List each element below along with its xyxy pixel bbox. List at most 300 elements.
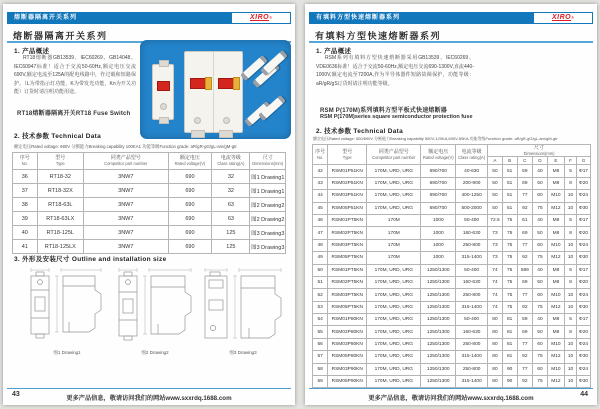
column-header: 同类产品型号 Competitor part number [367,145,421,165]
table-cell: 8 [565,276,577,288]
table-cell: 74 [488,289,503,301]
table-cell: 1250/1300 [421,376,456,388]
table-cell: M12 [547,202,564,214]
table-cell: 1250/1300 [421,289,456,301]
table-cell: M10 [547,363,564,375]
table-cell: 125 [212,240,250,254]
table-cell: 92 [517,351,533,363]
table-cell: 38 [13,198,38,212]
table-row [313,190,591,202]
table-cell: RT18-125L [37,226,83,240]
table-cell: M8 [547,314,564,326]
table-cell: RT18-63L [37,198,83,212]
table-cell: 3NW7 [83,240,168,254]
table-cell: 74 [488,301,503,313]
table-cell: RSM02P51KN [328,177,367,189]
fuse-holder-two-pole [184,51,243,133]
table-cell: 3NW7 [83,184,168,198]
dimension-subcolumn-header: E [547,157,564,165]
table-cell: 50 [533,326,548,338]
table-cell: 56 [313,338,328,350]
table-row [313,363,591,375]
dimension-subcolumn-header: G [577,157,591,165]
table-cell: 46 [313,214,328,226]
table-cell: 315-1400 [456,376,488,388]
table-cell: 51 [502,165,517,177]
table-cell: 77 [517,289,533,301]
table-cell: Φ17 [577,314,591,326]
page-number: 44 [580,391,588,398]
drawing-label: 图2 Drawing2 [141,350,169,355]
table-cell: 1250/1300 [421,351,456,363]
table-cell: 400-1250 [456,190,488,202]
table-cell: M8 [547,264,564,276]
table-cell: 170M, URD, URG [367,326,421,338]
page-number: 43 [12,391,20,398]
table-row [313,314,591,326]
table-cell: 60 [533,239,548,251]
registered-mark-icon: ® [571,15,575,20]
table-cell: 8 [565,227,577,239]
catalog-page-right [305,4,597,405]
table-cell: RSM01PT5KN [328,214,367,226]
table-cell: 90 [502,376,517,388]
registered-mark-icon: ® [269,15,273,20]
table-cell: RSM05PT5KN [328,301,367,313]
table-cell: 1000 [421,227,456,239]
table-cell: 75 [502,289,517,301]
table-cell: 1250/1300 [421,301,456,313]
table-cell: 61 [517,214,533,226]
table-cell: RSM02PT5KN [328,276,367,288]
title-divider [309,41,593,43]
outline-drawings [25,266,285,366]
table-row [313,276,591,288]
table-cell: 75 [533,376,548,388]
table-cell: Φ20 [577,227,591,239]
table-cell: Φ30 [577,202,591,214]
table-cell: 50 [313,264,328,276]
table-cell: Φ24 [577,190,591,202]
table-cell: 1250/1300 [421,338,456,350]
table-cell: 170M, URD, URG [367,165,421,177]
table-cell: M10 [547,289,564,301]
table-cell: 170M, URD, URG [367,376,421,388]
column-header-dimensions: 尺寸 Dimensions(mm) [488,145,591,157]
mounting-tab [219,130,233,138]
table-cell: Φ30 [577,252,591,264]
table-cell: 49 [313,252,328,264]
column-header: 型号 Type [37,153,83,170]
product-subtitle: RT18熔断器隔离开关RT18 Fuse Switch [17,111,131,117]
table-cell: 170M [367,239,421,251]
footer-website-text: 更多产品信息，敬请访问我们的网站www.sxxrdq.1688.com [368,395,534,402]
table-cell: 10 [565,376,577,388]
product-subtitle-cn: RSM P(170M)系列填料方型平板式快速熔断器 [320,108,448,114]
table-cell: M10 [547,239,564,251]
table-cell: 60 [533,190,548,202]
brand-logo-text: XIRO [249,14,270,21]
table-cell: 690 [168,212,212,226]
table-cell: 170M, URD, URG [367,314,421,326]
table-cell: RSM02P80KN [328,326,367,338]
table-cell: M12 [547,351,564,363]
table-cell: 73 [488,239,503,251]
dimension-subcolumn-header: C [517,157,533,165]
table-cell: 图2 Drawing2 [250,212,286,226]
table-cell: M10 [547,190,564,202]
table-cell: 51 [502,190,517,202]
table-cell: RT18-32X [37,184,83,198]
table-cell: 75 [502,264,517,276]
table-cell: 170M [367,252,421,264]
table-cell: 5 [565,214,577,226]
page-title: 熔断器隔离开关系列 [13,31,108,41]
page-title: 有填料方型快速熔断器系列 [315,31,442,41]
table-cell: 10 [565,239,577,251]
table-cell: 1250/1300 [421,314,456,326]
table-cell: 75 [502,214,517,226]
table-row [13,226,286,240]
table-cell: 500-2000 [456,202,488,214]
table-cell: M8 [547,214,564,226]
table-cell: Φ17 [577,264,591,276]
table-cell: 69 [517,177,533,189]
table-cell: 170M, URD, URG [367,177,421,189]
table-cell: RSM03P80KN [328,338,367,350]
table-row [13,240,286,254]
dimension-subcolumn-header: D [533,157,548,165]
column-header: 尺寸 Dimensions(mm) [250,153,286,170]
table-cell: 图2 Drawing2 [250,198,286,212]
table-cell: 40 [13,226,38,240]
table-cell: 77 [517,239,533,251]
section3-title: 3. 外形及安装尺寸 Outline and installation size [14,256,167,263]
table-cell: 59 [517,165,533,177]
column-header: 电流等级 Class rating(A) [456,145,488,165]
outline-drawing-1 [25,266,109,366]
table-cell: 10 [565,301,577,313]
table-cell: RT18-125LX [37,240,83,254]
table-cell: M8 [547,165,564,177]
outline-drawing-3 [201,266,285,366]
table-cell: Φ24 [577,338,591,350]
table-cell: 8 [565,177,577,189]
table-note: 额定电压Rated voltage: 690V 分断能力Breaking capability 100KA1 功能等级Function grade: aR/gR-gG/gL-am/gM-gtr [14,144,237,149]
table-cell: 80 [488,363,503,375]
table-cell: 92 [517,252,533,264]
table-cell: 160-630 [456,227,488,239]
table-cell: 50 [488,202,503,214]
table-cell: 170M [367,227,421,239]
table-cell: 32 [212,184,250,198]
section2-title: 2. 技术参数 Technical Data [14,133,102,140]
column-header: 同类产品型号 Competitor part number [83,153,168,170]
table-cell: 50 [533,227,548,239]
table-cell: 690 [168,240,212,254]
table-row [13,212,286,226]
table-cell: 50 [488,165,503,177]
table-cell: Φ20 [577,276,591,288]
table-cell: 50-400 [456,264,488,276]
table-cell: 1000 [421,239,456,251]
header-bar [309,12,593,24]
table-cell: 69 [517,326,533,338]
table-cell: 5 [565,264,577,276]
fuse-holder-single-pole [152,64,174,120]
table-cell: RSM01PT5KN [328,264,367,276]
section2-title: 2. 技术参数 Technical Data [316,128,404,135]
table-cell: 69 [517,227,533,239]
table-cell: 80 [488,314,503,326]
table-cell: 51 [313,276,328,288]
table-cell: 50 [533,177,548,189]
table-cell: M12 [547,301,564,313]
table-cell: 50-400 [456,214,488,226]
latch-clip [205,77,212,90]
table-header-row [313,145,591,157]
table-cell: 81 [502,314,517,326]
table-cell: 58 [313,363,328,375]
table-cell: 50 [488,190,503,202]
table-cell: 160-630 [456,276,488,288]
table-cell: 50 [533,276,548,288]
table-cell: M12 [547,376,564,388]
table-cell: 1000 [421,214,456,226]
table-cell: 3NW7 [83,170,168,184]
column-header: 额定电压 Rated voltage(V) [421,145,456,165]
table-cell: 40-630 [456,165,488,177]
table-cell: RSM05PT5KN [328,252,367,264]
table-cell: 250-800 [456,338,488,350]
table-row [313,214,591,226]
table-cell: Φ24 [577,239,591,251]
table-row [313,376,591,388]
table-cell: 80 [488,351,503,363]
table-cell: 1250/1300 [421,264,456,276]
table-cell: Φ20 [577,326,591,338]
table-cell: M8 [547,177,564,189]
table-cell: 75 [502,301,517,313]
table-cell: 10 [565,252,577,264]
table-row [13,198,286,212]
table-cell: 47 [313,227,328,239]
table-cell: 170M, URD, URG [367,351,421,363]
product-overview-paragraph: RT18熔断器GB13539、IEC60269、GB14048、IEC60947标准！适合于交流50-60Hz,额定电压交流690V,额定电流至125A的配电线路中，作过载和短路保护。（L为带指示灯功能，K为带发光功能，Kn为开关功能）订货时请注明功能用途。 [14,55,136,95]
table-cell: 1000 [421,252,456,264]
outline-drawing-2 [113,266,197,366]
table-cell: 160-630 [456,326,488,338]
table-cell: 10 [565,190,577,202]
table-cell: RSM01P51KN [328,165,367,177]
table-cell: 63 [212,212,250,226]
table-cell: 3NW7 [83,226,168,240]
table-cell: 170M, URD, URG [367,276,421,288]
table-cell: 75 [533,351,548,363]
header-bar-title: 熔断器隔离开关系列 [14,15,78,21]
table-cell: 170M, URD, URG [367,338,421,350]
table-row [313,202,591,214]
brand-logo [232,13,290,23]
table-cell: 10 [565,351,577,363]
table-cell: 170M [367,214,421,226]
table-cell: 39 [13,212,38,226]
table-cell: 1250/1300 [421,363,456,375]
footer-divider [309,388,593,389]
table-cell: 10 [565,363,577,375]
pole-divider [213,52,214,132]
table-cell: 60 [533,363,548,375]
column-header: 序号 No. [313,145,328,165]
table-cell: 80 [488,338,503,350]
table-cell: 1250/1300 [421,276,456,288]
table-cell: 80 [488,326,503,338]
table-cell: 250-800 [456,363,488,375]
table-cell: 250-800 [456,239,488,251]
header-bar [7,12,291,24]
indicator-window [190,78,206,89]
table-cell: 81 [502,338,517,350]
header-bar-title: 有填料方型快速熔断器系列 [316,15,401,21]
table-cell: 75 [533,252,548,264]
table-cell: 80 [488,376,503,388]
table-cell: 75 [502,227,517,239]
table-row [313,326,591,338]
table-cell: 690 [168,170,212,184]
table-cell: 690/700 [421,165,456,177]
terminal-screw [194,117,201,124]
outline-drawing-2-figure [113,266,197,348]
table-cell: 75 [502,276,517,288]
table-row [313,177,591,189]
product-overview-paragraph: RSM系列有填料方型快速熔断器采用GB13539、IEC60269、VDE0636标准！适合于交流50-60Hz,额定电压交流690-1300V,直流440-1000V,额定电流至7200A,作为半导体器件短路故障保护，功能等级：aR/gR/gS订货时请注明功能等级。 [316,55,474,87]
section1-title: 1. 产品概述 [316,48,352,55]
table-cell: 3NW7 [83,198,168,212]
table-cell: 40 [533,314,548,326]
table-cell: 73 [488,227,503,239]
table-cell: 170M, URD, URG [367,289,421,301]
table-cell: 200-900 [456,177,488,189]
table-cell: 170M, URD, URG [367,264,421,276]
table-cell: 51 [502,177,517,189]
dimension-subcolumn-header: F [565,157,577,165]
footer-website-text: 更多产品信息，敬请访问我们的网站www.sxxrdq.1688.com [66,395,232,402]
table-cell: 92 [517,376,533,388]
table-cell: Φ17 [577,214,591,226]
table-row [313,351,591,363]
table-cell: RSM03P51KN [328,190,367,202]
table-cell: 37 [13,184,38,198]
indicator-window [218,78,234,89]
table-cell: 690 [168,184,212,198]
table-row [313,252,591,264]
mounting-tab [159,60,169,67]
table-cell: 690/700 [421,190,456,202]
table-row [313,239,591,251]
table-cell: RSM03P90KN [328,363,367,375]
table-cell: RSM03PT5KN [328,289,367,301]
table-row [313,338,591,350]
table-row [313,165,591,177]
outline-drawing-1-figure [25,266,109,348]
mounting-tab [159,117,169,124]
latch-clip [233,77,240,90]
table-row [313,289,591,301]
table-cell: 92 [517,202,533,214]
table-cell: 图1 Drawing1 [250,184,286,198]
table-cell: 48 [313,239,328,251]
table-cell: 36 [13,170,38,184]
table-cell: 75 [502,239,517,251]
table-cell: 69 [517,276,533,288]
section1-title: 1. 产品概述 [14,48,50,55]
table-cell: 250-800 [456,289,488,301]
table-cell: RSM05P51KN [328,202,367,214]
table-cell: 3NW7 [83,212,168,226]
table-cell: 41 [13,240,38,254]
table-cell: 77 [517,190,533,202]
table-cell: 43 [313,177,328,189]
table-note: 额定电压Rated voltage: 500/690V 分断能力Breaking capability 500V-120KA,690V-50KA 功能等级Function grade: aR/gR-gG/gL-am/gM-gtr [313,136,558,141]
table-cell: 73 [488,252,503,264]
table-cell: 75 [502,252,517,264]
technical-data-table [12,152,286,254]
technical-data-table [312,144,591,388]
product-photo [140,40,291,139]
table-cell: 315-1400 [456,351,488,363]
brand-logo [534,13,592,23]
table-row [313,301,591,313]
table-cell: 55 [313,326,328,338]
table-cell: 75 [533,301,548,313]
table-cell: 5 [565,314,577,326]
table-cell: 170M, URD, URG [367,190,421,202]
table-cell: 40 [533,264,548,276]
drawing-label: 图1 Drawing1 [53,350,81,355]
table-cell: 图3 Drawing3 [250,240,286,254]
table-cell: 10 [565,338,577,350]
table-cell: RSM02PT5KN [328,227,367,239]
table-cell: 81 [502,351,517,363]
table-cell: 8 [565,326,577,338]
table-cell: Φ30 [577,351,591,363]
table-cell: M8 [547,227,564,239]
catalog-page-left [3,4,295,405]
table-cell: Φ24 [577,289,591,301]
table-cell: 170M, URD, URG [367,301,421,313]
table-cell: 690 [168,198,212,212]
table-cell: RT18-32 [37,170,83,184]
table-cell: 77 [517,363,533,375]
table-cell: 74 [488,276,503,288]
table-cell: 32 [212,170,250,184]
table-cell: 92 [517,301,533,313]
column-header: 序号 No. [13,153,38,170]
table-cell: RSM01P80KN [328,314,367,326]
dimension-subcolumn-header: A [488,157,503,165]
product-subtitle-en: RSM P(170M)series square semiconductor protection fuse [320,114,473,120]
table-cell: 690 [168,226,212,240]
table-cell: 72.5 [488,214,503,226]
table-cell: 690/700 [421,177,456,189]
table-cell: 90 [502,363,517,375]
table-cell: 81 [502,326,517,338]
table-cell: 59 [313,376,328,388]
table-cell: 315-1400 [456,301,488,313]
table-cell: 60 [533,289,548,301]
table-cell: Φ20 [577,177,591,189]
table-cell: 59 [517,314,533,326]
